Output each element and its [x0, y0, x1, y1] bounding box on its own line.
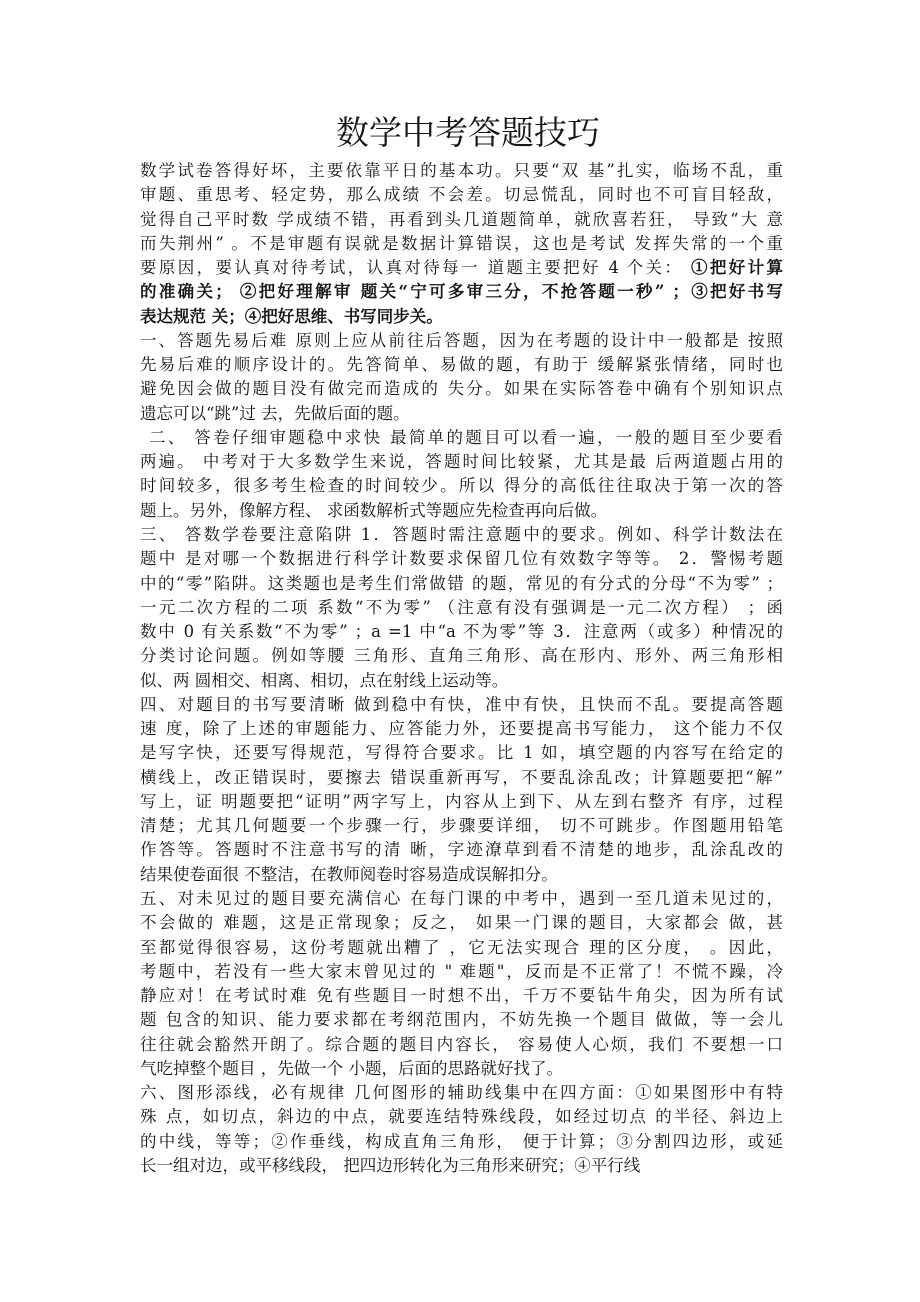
text-line: 二、 答卷仔细审题稳中求快 最简单的题目可以看一遍，一般的题目至少要看	[149, 427, 783, 447]
text-line: 题中 是对哪一个数据进行科学计数要求保留几位有效数字等等。 2．警惕考题	[140, 549, 783, 569]
text-line	[140, 256, 783, 280]
text-line: 中的“零”陷阱。这类题也是考生们常做错 的题，常见的有分式的分母“不为零” ；	[140, 573, 783, 593]
text-line: 先易后难的顺序设计的。先答简单、易做的题，有助于 缓解紧张情绪，同时也	[140, 355, 783, 375]
document-body	[140, 159, 783, 1178]
text-line: 写上，证 明题要把“证明”两字写上，内容从上到下、从左到右整齐 有序，过程	[140, 791, 783, 811]
text-line: 觉得自己平时数 学成绩不错，再看到头几道题简单，就欣喜若狂， 导致“大 意	[140, 209, 783, 229]
text-line: 五、对未见过的题目要充满信心 在每门课的中考中，遇到一至几道未见过的，	[140, 888, 783, 908]
text-line: 避免因会做的题目没有做完而造成的 失分。如果在实际答卷中确有个别知识点	[140, 379, 783, 399]
text-line: 气吃掉整个题目 ，先做一个 小题，后面的思路就好找了。	[140, 1058, 563, 1078]
text-line: 是写字快，还要写得规范，写得符合要求。比 1 如，填空题的内容写在给定的	[140, 743, 783, 763]
text-line: 横线上，改正错误时，要擦去 错误重新再写，不要乱涂乱改；计算题要把“解”	[140, 767, 783, 787]
text-line: 而失荆州” 。不是审题有误就是数据计算错误，这也是考试 发挥失常的一个重	[140, 233, 783, 253]
text-line: 分类讨论问题。例如等腰 三角形、直角三角形、高在形内、形外、两三角形相	[140, 646, 783, 666]
text-line: 作答等。答题时不注意书写的清 晰，字迹潦草到看不清楚的地步，乱涂乱改的	[140, 840, 783, 860]
text-line: 结果使卷面很 不整洁，在教师阅卷时容易造成误解扣分。	[140, 864, 558, 884]
text-line: 题 包含的知识、能力要求都在考纲范围内，不妨先换一个题目 做做，等一会儿	[140, 1010, 783, 1030]
text-line: 数中 0 有关系数“不为零” ；a =1 中“a 不为零”等 3．注意两（或多）种情况的	[140, 622, 783, 642]
text-line: 两遍。 中考对于大多数学生来说，答题时间比较紧，尤其是最 后两道题占用的	[140, 452, 783, 472]
emphasis-line: 表达规范 关；④把好思维、书写同步关。	[140, 306, 443, 326]
text-line: 至都觉得很容易，这份考题就出糟了 ，它无法实现合 理的区分度， 。因此，	[140, 937, 783, 957]
intro-paragraph	[140, 159, 783, 329]
text-line: 时间较多，很多考生检查的时间较少。所以 得分的高低往往取决于第一次的答	[140, 476, 783, 496]
text-line: 殊 点，如切点，斜边的中点，就要连结特殊线段，如经过切点 的半径、斜边上	[140, 1107, 783, 1127]
section-paragraph-6	[140, 1081, 783, 1178]
text-line: 考题中，若没有一些大家末曾见过的 " 难题"，反而是不正常了！不慌不躁，冷	[140, 961, 783, 981]
text-line: 一、答题先易后难 原则上应从前往后答题，因为在考题的设计中一般都是 按照	[140, 330, 783, 350]
text-line: 不会做的 难题，这是正常现象；反之， 如果一门课的题目，大家都会 做，甚	[140, 913, 783, 933]
text-line: 一元二次方程的二项 系数“不为零” （注意有没有强调是一元二次方程） ；函	[140, 597, 783, 617]
text-line: 长一组对边，或平移线段， 把四边形转化为三角形来研究；④平行线	[140, 1155, 641, 1175]
text-line: 四、对题目的书写要清晰 做到稳中有快，准中有快，且快而不乱。要提高答题	[140, 694, 783, 714]
text-line: 三、 答数学卷要注意陷阱 1．答题时需注意题中的要求。例如、科学计数法在	[140, 524, 783, 544]
line-text: 要原因，要认真对待考试，认真对待每一 道题主要把好 4 个关：	[140, 258, 691, 278]
section-paragraph-3	[140, 523, 783, 693]
text-line: 遗忘可以“跳”过 去，先做后面的题。	[140, 403, 410, 423]
text-line: 六、图形添线，必有规律 几何图形的辅助线集中在四方面：①如果图形中有特	[140, 1083, 783, 1103]
text-line: 往往就会豁然开朗了。综合题的题目内容长， 容易使人心烦，我们 不要想一口	[140, 1034, 783, 1054]
text-line: 数学试卷答得好坏，主要依靠平日的基本功。只要“双 基”扎实，临场不乱，重	[140, 161, 783, 180]
emphasis-line: 的准确关； ②把好理解审 题关“宁可多审三分，不抢答题一秒” ；③把好书写	[140, 282, 783, 302]
emphasis-text: ①把好计算	[690, 258, 783, 278]
section-paragraph-1	[140, 329, 783, 426]
text-line: 速 度，除了上述的审题能力、应答能力外，还要提高书写能力， 这个能力不仅	[140, 719, 783, 739]
text-line: 似、两 圆相交、相离、相切，点在射线上运动等。	[140, 670, 509, 690]
section-paragraph-4	[140, 693, 783, 887]
text-line: 的中线，等等；②作垂线，构成直角三角形， 便于计算；③分割四边形，或延	[140, 1131, 783, 1151]
text-line: 题上。另外，像解方程、 求函数解析式等题应先检查再向后做。	[140, 500, 608, 520]
section-paragraph-2	[140, 426, 783, 523]
document-title: 数学中考答题技巧	[336, 113, 600, 152]
section-paragraph-5	[140, 887, 783, 1081]
text-line: 审题、重思考、轻定势，那么成绩 不会差。切忌慌乱，同时也不可盲目轻敌，	[140, 185, 783, 205]
text-line: 清楚；尤其几何题要一个步骤一行，步骤要详细， 切不可跳步。作图题用铅笔	[140, 816, 783, 836]
text-line: 静应对！在考试时难 免有些题目一时想不出，千万不要钻牛角尖，因为所有试	[140, 986, 783, 1006]
